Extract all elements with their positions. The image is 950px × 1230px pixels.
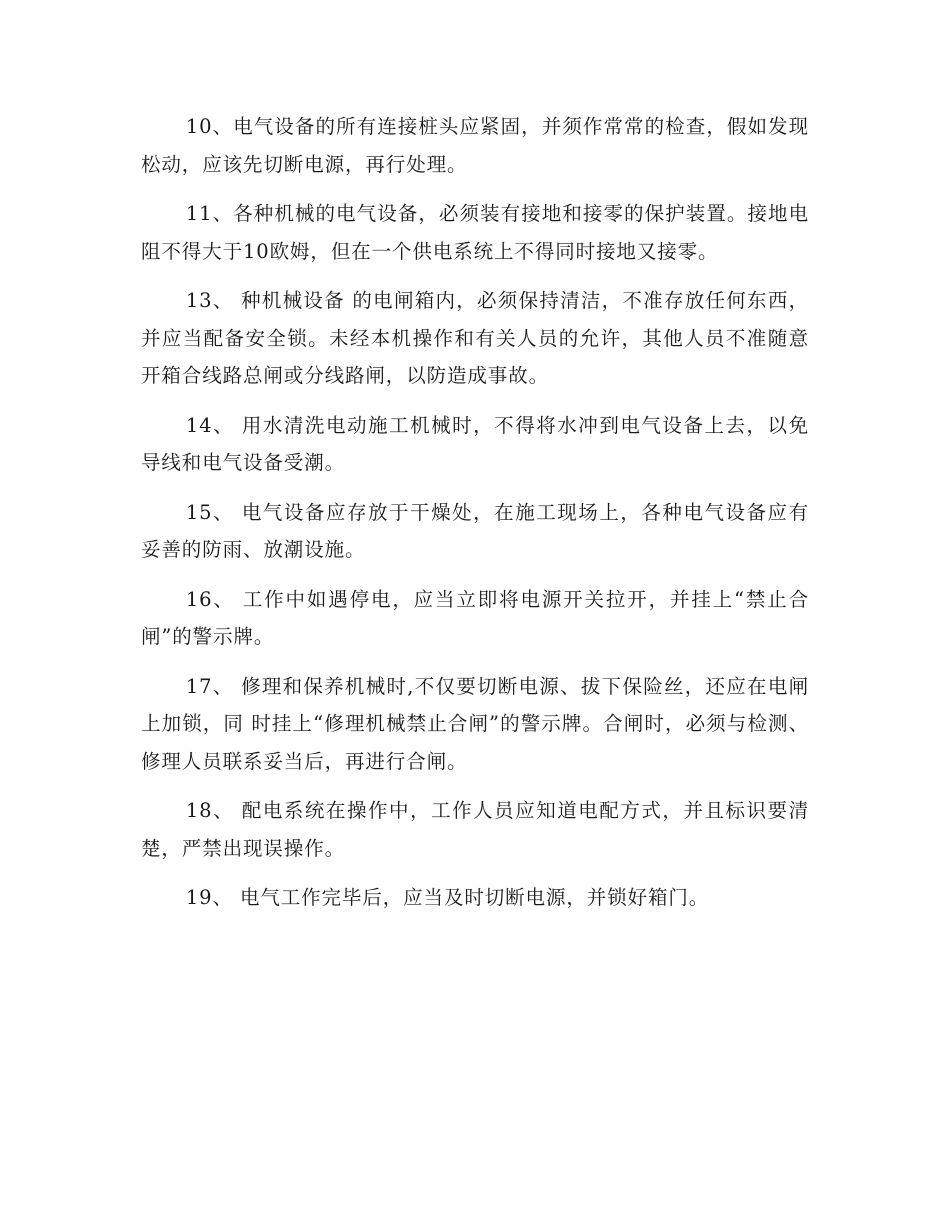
paragraph-item-13: 13、 种机械设备 的电闸箱内，必须保持清洁，不准存放任何东西，并应当配备安全锁。未经本机操作和有关人员的允许，其他人员不准随意开箱合线路总闸或分线路闸，以防造成事故。 <box>141 289 809 387</box>
paragraph-item-18: 18、 配电系统在操作中，工作人员应知道电配方式，并且标识要清楚，严禁出现误操作。 <box>141 799 809 860</box>
paragraph-item-11: 11、各种机械的电气设备，必须装有接地和接零的保护装置。接地电阻不得大于10欧姆，但在一个供电系统上不得同时接地又接零。 <box>141 202 809 263</box>
document-body <box>141 108 809 929</box>
paragraph-item-14: 14、 用水清洗电动施工机械时，不得将水冲到电气设备上去，以免导线和电气设备受潮。 <box>141 413 809 474</box>
paragraph-item-19: 19、 电气工作完毕后，应当及时切断电源，并锁好箱门。 <box>185 886 710 909</box>
paragraph-item-10: 10、电气设备的所有连接桩头应紧固，并须作常常的检查，假如发现松动，应该先切断电源，再行处理。 <box>141 115 809 176</box>
paragraph-item-17: 17、 修理和保养机械时,不仅要切断电源、拔下保险丝，还应在电闸上加锁，同 时挂上“修理机械禁止合闸”的警示牌。合闸时，必须与检测、修理人员联系妥当后，再进行合闸。 <box>141 674 809 773</box>
paragraph-item-16: 16、 工作中如遇停电，应当立即将电源开关拉开，并挂上“禁止合闸”的警示牌。 <box>141 587 809 648</box>
paragraph-item-15: 15、 电气设备应存放于干燥处，在施工现场上，各种电气设备应有妥善的防雨、放潮设施。 <box>141 500 809 561</box>
